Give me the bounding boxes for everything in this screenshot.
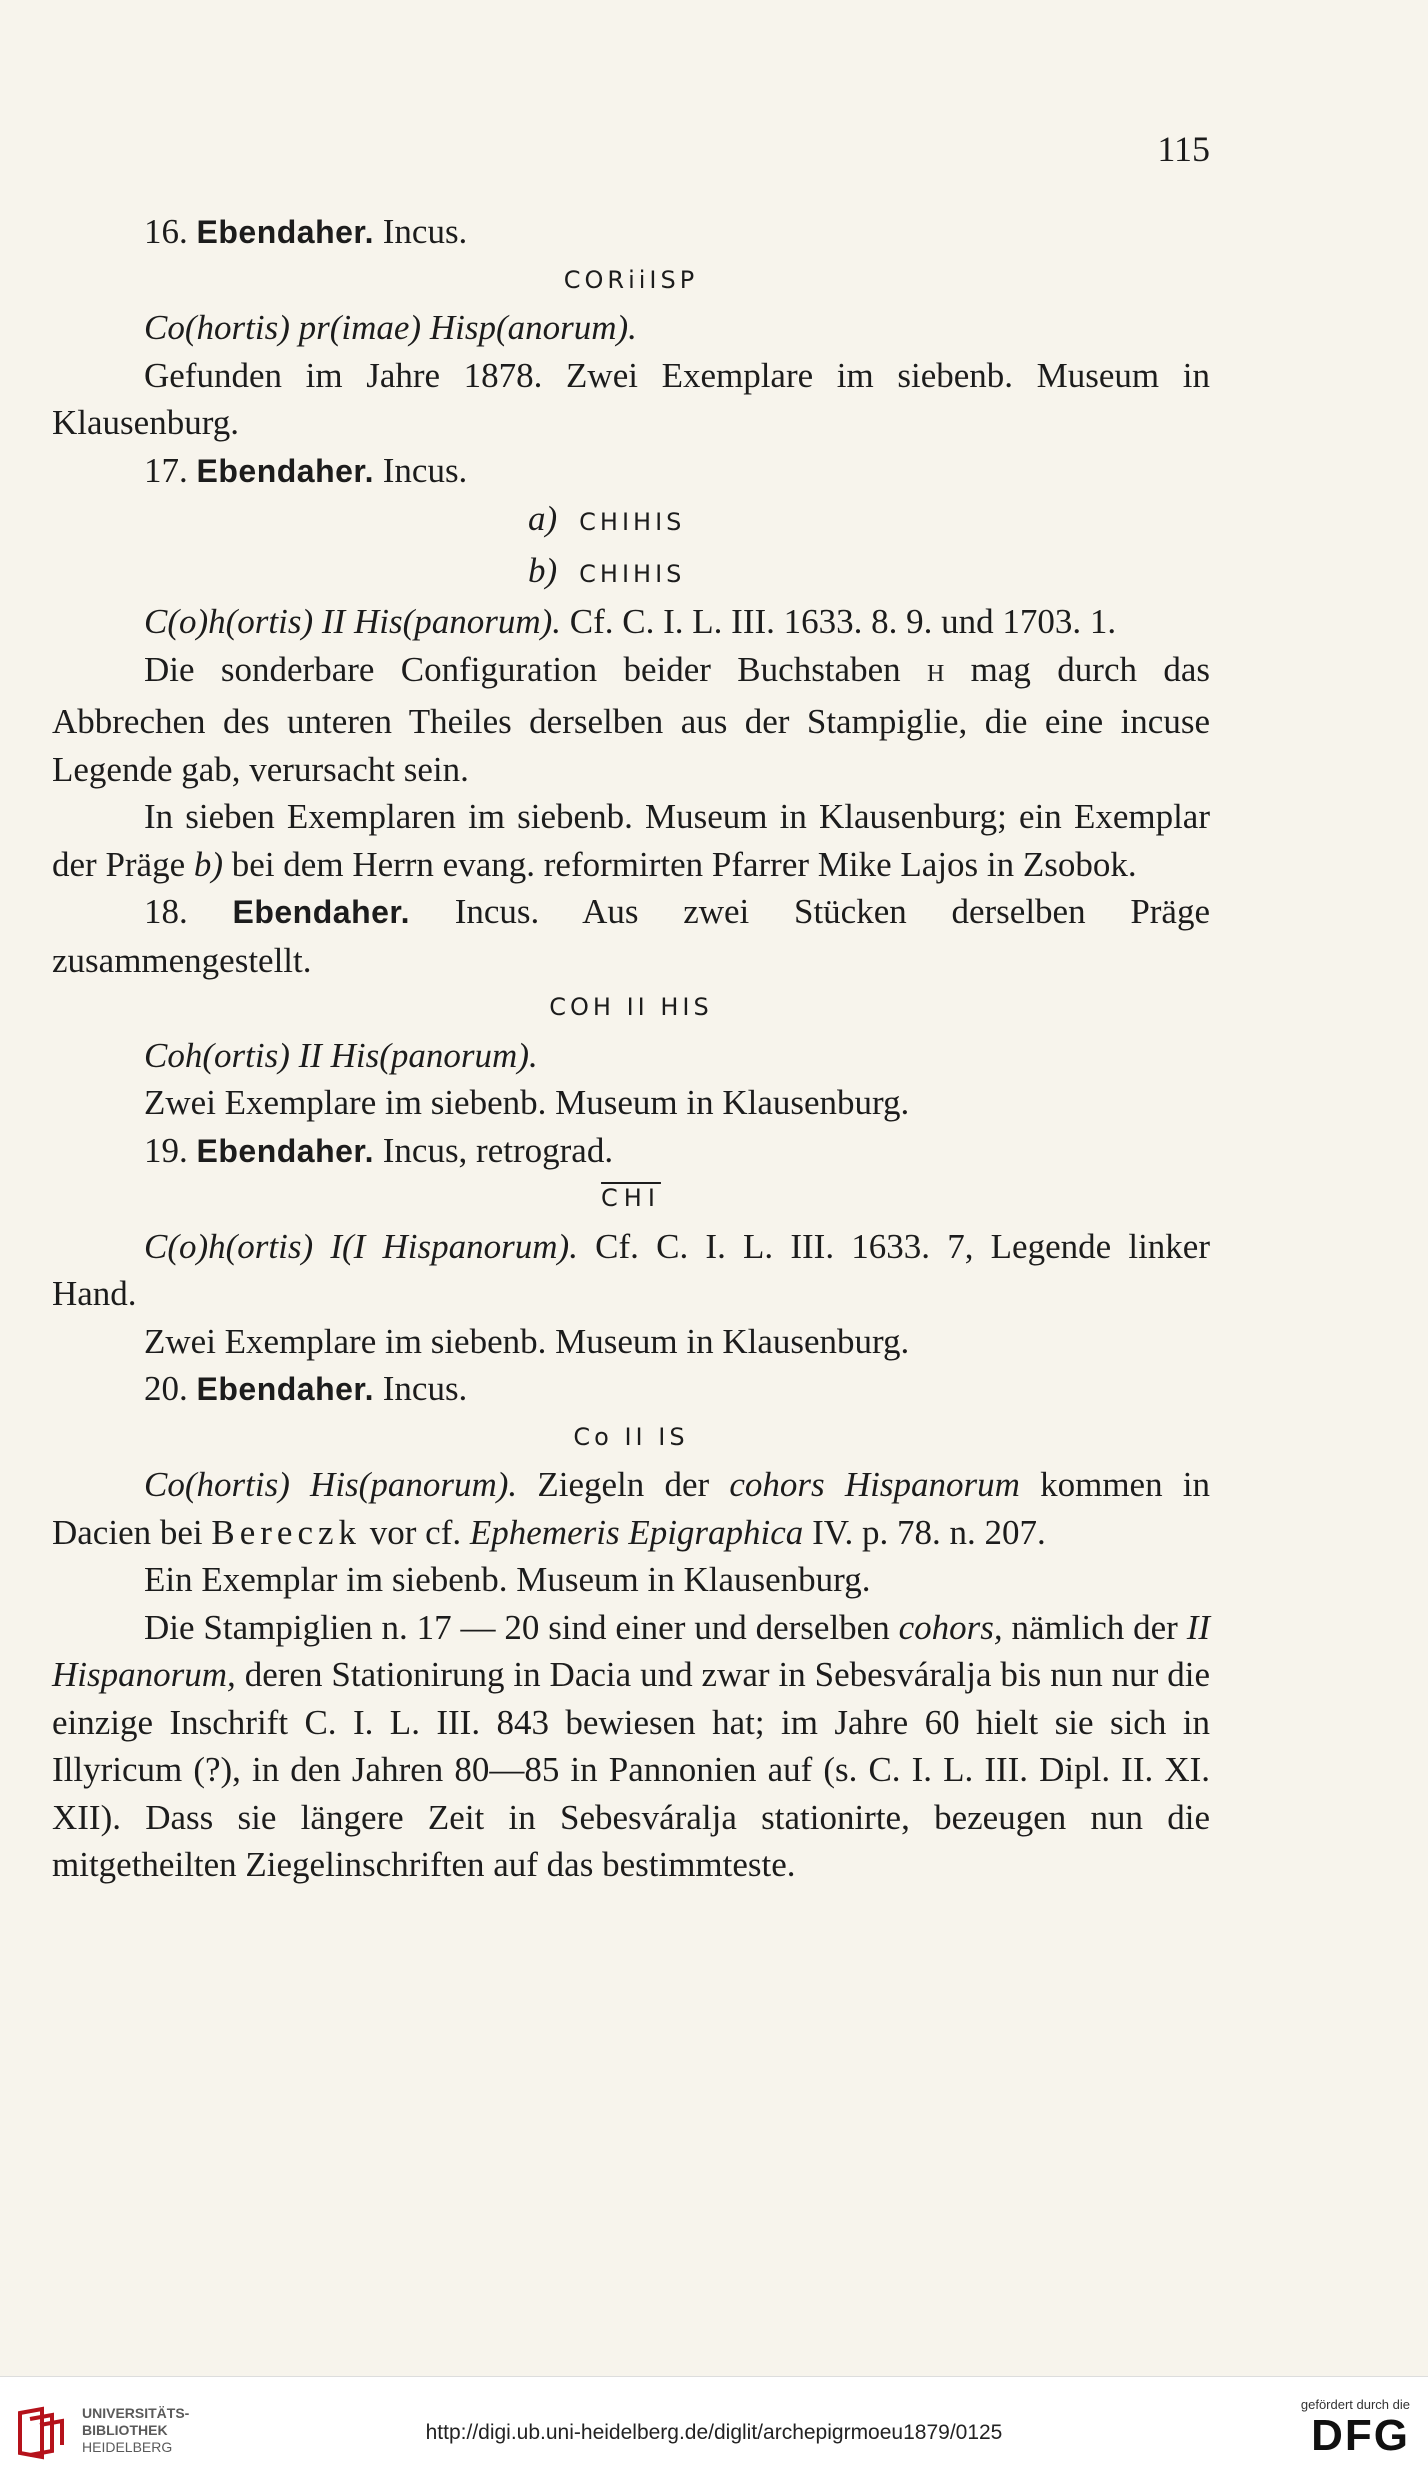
variant-label: b) [528,550,558,590]
text-part: IV. p. 78. n. 207. [812,1512,1046,1552]
digitization-footer [0,2376,1428,2481]
entry-number: 19. [144,1130,188,1170]
entry-20-text: Ein Exemplar im siebenb. Museum in Klausenburg. [144,1560,871,1599]
entry-17-text-2 [52,793,1210,888]
spaced-name: Bereczk [211,1512,362,1552]
sponsor [1301,2397,1410,2460]
text-italic: II Hispanorum, [52,1607,1210,1694]
text-part: In sieben Exemplaren im siebenb. Museum in Klausenburg; ein Exemplar der Präge [52,797,1210,884]
variant-stamp: CHIHIS [579,508,686,536]
reading-italic: Co(hortis) His(panorum). [144,1465,518,1504]
sponsor-label: gefördert durch die [1300,2397,1410,2412]
page-body [52,208,1210,1889]
reading-part: pr(imae) [298,308,422,347]
text-italic: cohors Hispanorum [729,1465,1020,1504]
entry-number: 18. [144,892,188,931]
entry-number: 17. [144,450,188,490]
text-part: mag durch das Abbrechen des unteren Theiles derselben aus der Stampiglie, die eine incuse Legende gab, verursacht sein. [52,649,1210,789]
source-url-link[interactable]: http://digi.ub.uni-heidelberg.de/diglit/archepigrmoeu1879/0125 [425,2421,1003,2444]
entry-title: Ebendaher. [196,452,374,489]
entry-number: 20. [144,1369,188,1408]
reading-italic: C(o)h(ortis) II His(panorum). [144,602,562,641]
stamp-text: $\overline{CHI}$ [601,1184,661,1212]
entry-16-reading [52,304,1210,352]
text-italic: cohors, [898,1607,1003,1647]
reading-reference: Cf. C. I. L. III. 1633. 8. 9. und 1703. 1. [569,602,1117,641]
reading-reference: Cf. C. I. L. III. 1633. 7, Legende linker Hand. [52,1226,1210,1313]
variant-ref: b) [193,844,224,884]
entry-title: Ebendaher. [196,1132,374,1169]
entry-18-reading [52,1032,1210,1080]
closing-paragraph [52,1604,1210,1889]
entry-type: Incus. Aus zwei Stücken derselben Präge zusammengestellt. [52,892,1211,980]
library-name-line: UNIVERSITÄTS- [82,2405,190,2421]
text-part: deren Stationirung in Dacia und zwar in Sebesváralja bis nun nur die einzige Inschrift C. I. L. III. 843 bewiesen hat; im Jahre 60 hielt sie sich in Illyricum (?), in den Jahren 80—85 in Pannonien auf (s. C. I. L. III. Dipl. II. XI. XII). Dass sie längere Zeit in Sebesváralja stationirte, bezeugen nun die mitgetheilten Ziegelinschriften auf das bestimmteste. [52,1655,1211,1884]
entry-16-stamp: CORiiISP [563,265,699,294]
entry-16-text: Gefunden im Jahre 1878. Zwei Exemplare im siebenb. Museum in Klausenburg. [52,355,1210,442]
reading-part: Hisp(anorum). [429,308,637,347]
entry-19-reading [52,1223,1210,1318]
dfg-logo: DFG [1311,2411,1410,2460]
entry-type: Incus. [382,212,468,251]
entry-number: 16. [144,212,188,251]
entry-16-heading [52,208,1210,257]
entry-17-variant-a [52,495,1210,547]
library-name-line: BIBLIOTHEK [82,2422,168,2438]
variant-label: a) [528,499,558,538]
entry-17-reading [52,598,1210,646]
text-part: Die sonderbare Configuration beider Buchstaben [144,649,901,689]
entry-type: Incus, retrograd. [382,1130,614,1170]
entry-title: Ebendaher. [196,1371,374,1407]
library-name-line: HEIDELBERG [82,2439,173,2455]
entry-title: Ebendaher. [232,894,410,930]
variant-stamp: CHIHIS [579,559,686,588]
entry-18-text: Zwei Exemplare im siebenb. Museum in Klausenburg. [144,1083,910,1122]
entry-20-heading [52,1365,1210,1414]
entry-18-stamp: COH II HIS [549,993,713,1021]
text-part: Die Stampiglien n. 17 — 20 sind einer und derselben [144,1607,890,1647]
reading-italic: C(o)h(ortis) I(I Hispanorum). [144,1226,578,1266]
entry-18-heading [52,888,1210,984]
entry-type: Incus. [382,1369,468,1408]
small-caps-letter: H [926,660,945,687]
text-part: nämlich der [1011,1607,1178,1647]
text-part: kommen in Dacien bei [52,1465,1211,1552]
entry-type: Incus. [382,450,468,490]
entry-20-stamp: Co II IS [573,1422,689,1451]
entry-17-text-1 [52,646,1210,794]
entry-19-heading [52,1127,1210,1176]
text-part: Ziegeln der [537,1465,710,1504]
entry-20-reading [52,1461,1210,1556]
entry-title: Ebendaher. [196,214,374,250]
entry-19-stamp [52,1175,1210,1223]
entry-17-heading [52,447,1210,496]
reading-italic: Coh(ortis) II His(panorum). [144,1035,538,1075]
text-italic: Ephemeris Epigraphica [469,1512,804,1552]
entry-17-variant-b [52,547,1210,599]
page-number: 115 [1157,129,1210,169]
text-part: vor cf. [369,1512,462,1552]
text-part: bei dem Herrn evang. reformirten Pfarrer Mike Lajos in Zsobok. [231,844,1137,884]
reading-part: Co(hortis) [144,308,290,347]
entry-19-text: Zwei Exemplare im siebenb. Museum in Klausenburg. [144,1321,910,1361]
